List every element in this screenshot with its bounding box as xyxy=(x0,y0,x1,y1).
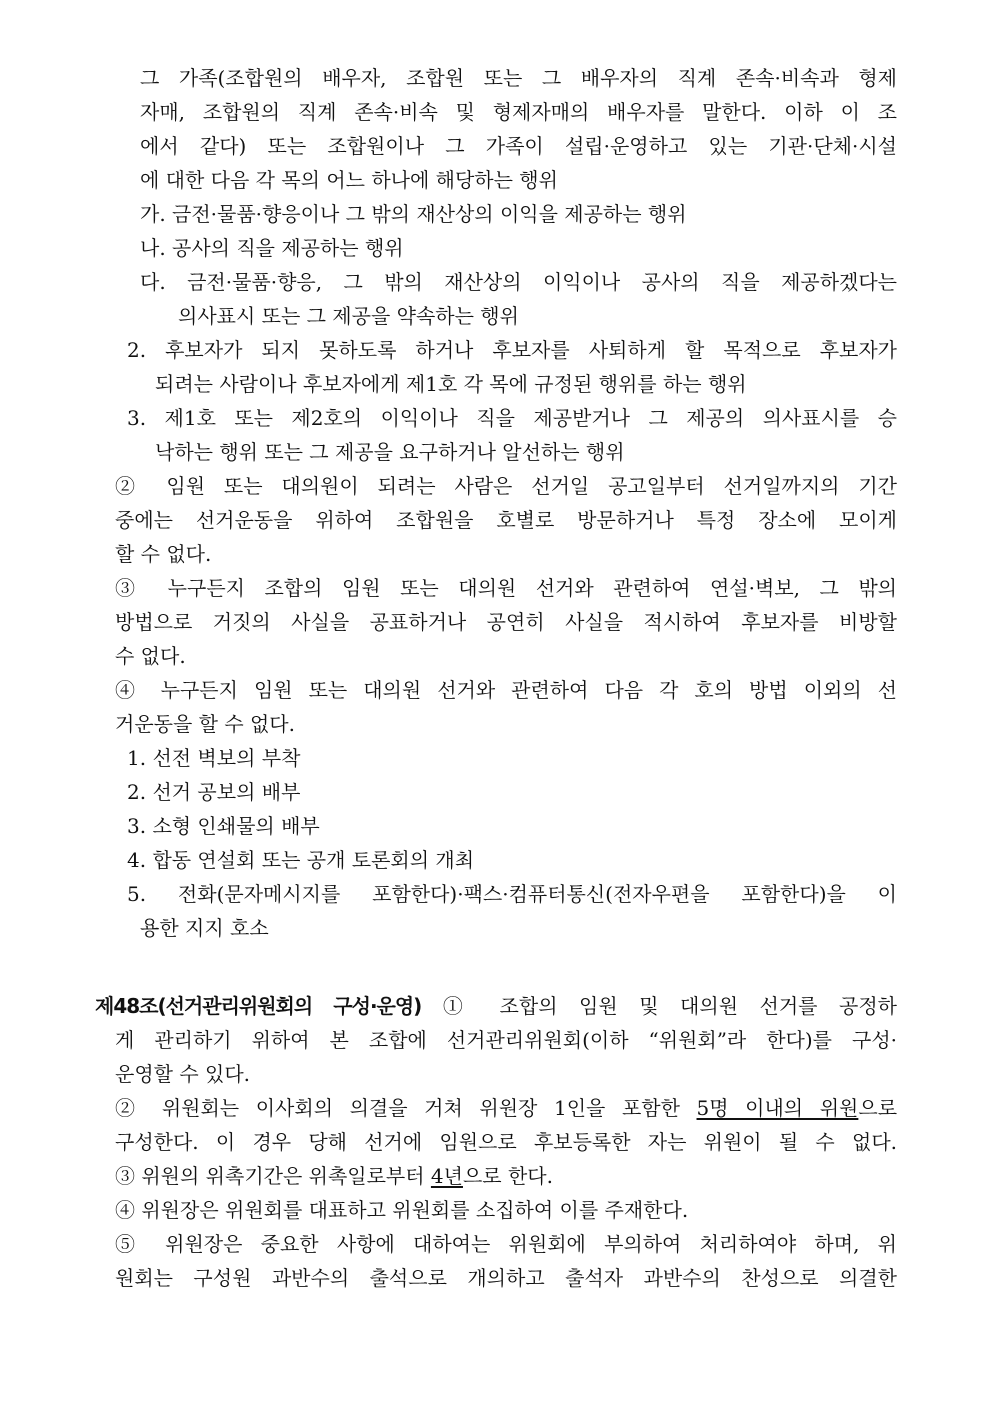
sub-item-da: 다. 금전·물품·향응, 그 밖의 재산상의 이익이나 공사의 직을 제공하겠다는 xyxy=(140,270,897,294)
paragraph-4-line: 거운동을 할 수 없다. xyxy=(115,712,295,736)
article-title: 제48조(선거관리위원회의 구성·운영) xyxy=(95,994,422,1018)
paragraph-2-line: ② 임원 또는 대의원이 되려는 사람은 선거일 공고일부터 선거일까지의 기간 xyxy=(115,474,897,498)
text-line: 그 가족(조합원의 배우자, 조합원 또는 그 배우자의 직계 존속·비속과 형제 xyxy=(140,66,897,90)
article-paragraph-2-line: 구성한다. 이 경우 당해 선거에 임원으로 후보등록한 자는 위원이 될 수 없다. xyxy=(115,1130,897,1154)
paragraph-3-line: ③ 누구든지 조합의 임원 또는 대의원 선거와 관련하여 연설·벽보, 그 밖의 xyxy=(115,576,897,600)
text-span: ② 위원회는 이사회의 의결을 거쳐 위원장 1인을 포함한 xyxy=(115,1096,697,1120)
sub-item-ga: 가. 금전·물품·향응이나 그 밖의 재산상의 이익을 제공하는 행위 xyxy=(140,202,687,226)
list-item-3-cont: 낙하는 행위 또는 그 제공을 요구하거나 알선하는 행위 xyxy=(155,440,625,464)
paragraph-3-line: 방법으로 거짓의 사실을 공표하거나 공연히 사실을 적시하여 후보자를 비방할 xyxy=(115,610,897,634)
sub-item-da-cont: 의사표시 또는 그 제공을 약속하는 행위 xyxy=(178,304,519,328)
underlined-text: 4년 xyxy=(430,1164,463,1188)
text-line: 에 대한 다음 각 목의 어느 하나에 해당하는 행위 xyxy=(140,168,558,192)
article-paragraph-5-line: 원회는 구성원 과반수의 출석으로 개의하고 출석자 과반수의 찬성으로 의결한 xyxy=(115,1266,897,1290)
text-line: 에서 같다) 또는 조합원이나 그 가족이 설립·운영하고 있는 기관·단체·시설 xyxy=(140,134,897,158)
list-item: 3. 소형 인쇄물의 배부 xyxy=(127,814,320,838)
list-item: 5. 전화(문자메시지를 포함한다)·팩스·컴퓨터통신(전자우편을 포함한다)을 이 xyxy=(127,882,897,906)
article-text: ① 조합의 임원 및 대의원 선거를 공정하 xyxy=(421,994,897,1018)
article-48-first-line xyxy=(95,990,897,1024)
sub-item-na: 나. 공사의 직을 제공하는 행위 xyxy=(140,236,404,260)
paragraph-4-line: ④ 누구든지 임원 또는 대의원 선거와 관련하여 다음 각 호의 방법 이외의 선 xyxy=(115,678,897,702)
list-item: 4. 합동 연설회 또는 공개 토론회의 개최 xyxy=(127,848,475,872)
text-span: 으로 xyxy=(858,1096,898,1120)
list-item: 1. 선전 벽보의 부착 xyxy=(127,746,301,770)
article-paragraph-2-line xyxy=(115,1092,897,1126)
paragraph-2-line: 할 수 없다. xyxy=(115,542,212,566)
article-paragraph-4: ④ 위원장은 위원회를 대표하고 위원회를 소집하여 이를 주재한다. xyxy=(115,1198,689,1222)
list-item-3: 3. 제1호 또는 제2호의 이익이나 직을 제공받거나 그 제공의 의사표시를 승 xyxy=(127,406,897,430)
paragraph-3-line: 수 없다. xyxy=(115,644,186,668)
underlined-text: 5명 이내의 위원 xyxy=(696,1096,859,1120)
article-line: 운영할 수 있다. xyxy=(115,1062,250,1086)
list-item-2: 2. 후보자가 되지 못하도록 하거나 후보자를 사퇴하게 할 목적으로 후보자가 xyxy=(127,338,897,362)
text-span: 으로 한다. xyxy=(462,1164,553,1188)
article-line: 게 관리하기 위하여 본 조합에 선거관리위원회(이하 “위원회”라 한다)를 구성· xyxy=(115,1028,897,1052)
paragraph-2-line: 중에는 선거운동을 위하여 조합원을 호별로 방문하거나 특정 장소에 모이게 xyxy=(115,508,897,532)
list-item-2-cont: 되려는 사람이나 후보자에게 제1호 각 목에 규정된 행위를 하는 행위 xyxy=(155,372,747,396)
article-paragraph-3 xyxy=(115,1160,897,1194)
article-paragraph-5-line: ⑤ 위원장은 중요한 사항에 대하여는 위원회에 부의하여 처리하여야 하며, 위 xyxy=(115,1232,897,1256)
list-item: 2. 선거 공보의 배부 xyxy=(127,780,301,804)
text-span: ③ 위원의 위촉기간은 위촉일로부터 xyxy=(115,1164,431,1188)
list-item-cont: 용한 지지 호소 xyxy=(140,916,269,940)
text-line: 자매, 조합원의 직계 존속·비속 및 형제자매의 배우자를 말한다. 이하 이 조 xyxy=(140,100,897,124)
